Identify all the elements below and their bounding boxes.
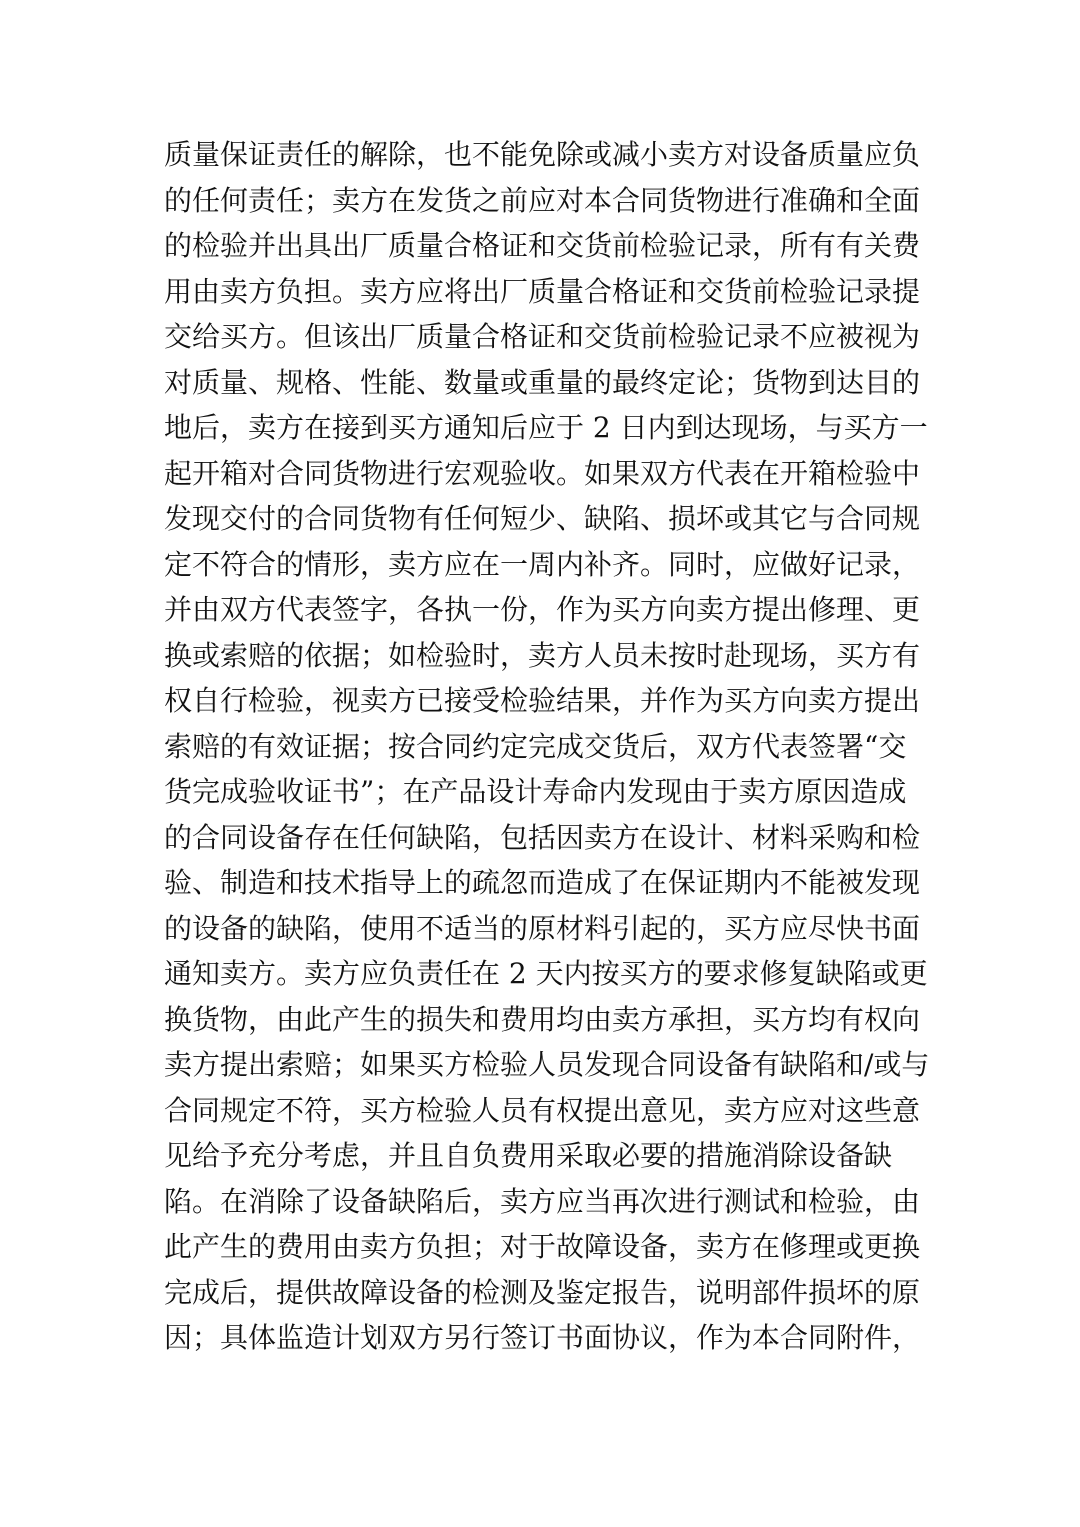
text-line: 通知卖方。卖方应负责任在 2 天内按买方的要求修复缺陷或更 xyxy=(164,957,928,990)
text-line: 卖方提出索赔；如果买方检验人员发现合同设备有缺陷和/或与 xyxy=(164,1048,930,1081)
text-line: 验、制造和技术指导上的疏忽而造成了在保证期内不能被发现 xyxy=(164,866,921,899)
text-line: 换货物，由此产生的损失和费用均由卖方承担，买方均有权向 xyxy=(164,1002,921,1036)
text-line: 发现交付的合同货物有任何短少、缺陷、损坏或其它与合同规 xyxy=(164,502,921,535)
text-line: 起开箱对合同货物进行宏观验收。如果双方代表在开箱检验中 xyxy=(164,456,921,490)
text-line: 权自行检验，视卖方已接受检验结果，并作为买方向卖方提出 xyxy=(164,684,921,717)
text-line: 定不符合的情形，卖方应在一周内补齐。同时，应做好记录， xyxy=(164,547,921,581)
text-line: 此产生的费用由卖方负担；对于故障设备，卖方在修理或更换 xyxy=(164,1230,921,1263)
text-line: 的设备的缺陷，使用不适当的原材料引起的，买方应尽快书面 xyxy=(164,911,921,945)
text-line: 的任何责任；卖方在发货之前应对本合同货物进行准确和全面 xyxy=(164,183,921,217)
text-line: 陷。在消除了设备缺陷后，卖方应当再次进行测试和检验，由 xyxy=(164,1184,921,1218)
body-text xyxy=(164,132,930,1361)
text-line: 的检验并出具出厂质量合格证和交货前检验记录，所有有关费 xyxy=(164,229,921,262)
text-line: 合同规定不符，买方检验人员有权提出意见，卖方应对这些意 xyxy=(164,1093,921,1127)
text-line: 换或索赔的依据；如检验时，卖方人员未按时赴现场，买方有 xyxy=(164,638,921,672)
text-line: 对质量、规格、性能、数量或重量的最终定论；货物到达目的 xyxy=(164,365,921,399)
text-line: 完成后，提供故障设备的检测及鉴定报告，说明部件损坏的原 xyxy=(164,1275,921,1309)
text-line: 并由双方代表签字，各执一份，作为买方向卖方提出修理、更 xyxy=(164,593,921,626)
text-line: 的合同设备存在任何缺陷，包括因卖方在设计、材料采购和检 xyxy=(164,820,921,854)
text-line: 货完成验收证书”；在产品设计寿命内发现由于卖方原因造成 xyxy=(164,775,907,808)
text-line: 见给予充分考虑，并且自负费用采取必要的措施消除设备缺 xyxy=(164,1139,893,1172)
text-line: 用由卖方负担。卖方应将出厂质量合格证和交货前检验记录提 xyxy=(164,274,921,308)
text-line: 索赔的有效证据；按合同约定完成交货后，双方代表签署“交 xyxy=(164,729,907,763)
text-line: 因；具体监造计划双方另行签订书面协议，作为本合同附件， xyxy=(164,1321,921,1354)
text-line: 地后，卖方在接到买方通知后应于 2 日内到达现场，与买方一 xyxy=(164,411,928,444)
text-line: 交给买方。但该出厂质量合格证和交货前检验记录不应被视为 xyxy=(164,320,921,353)
text-line: 质量保证责任的解除，也不能免除或减小卖方对设备质量应负 xyxy=(164,138,921,171)
